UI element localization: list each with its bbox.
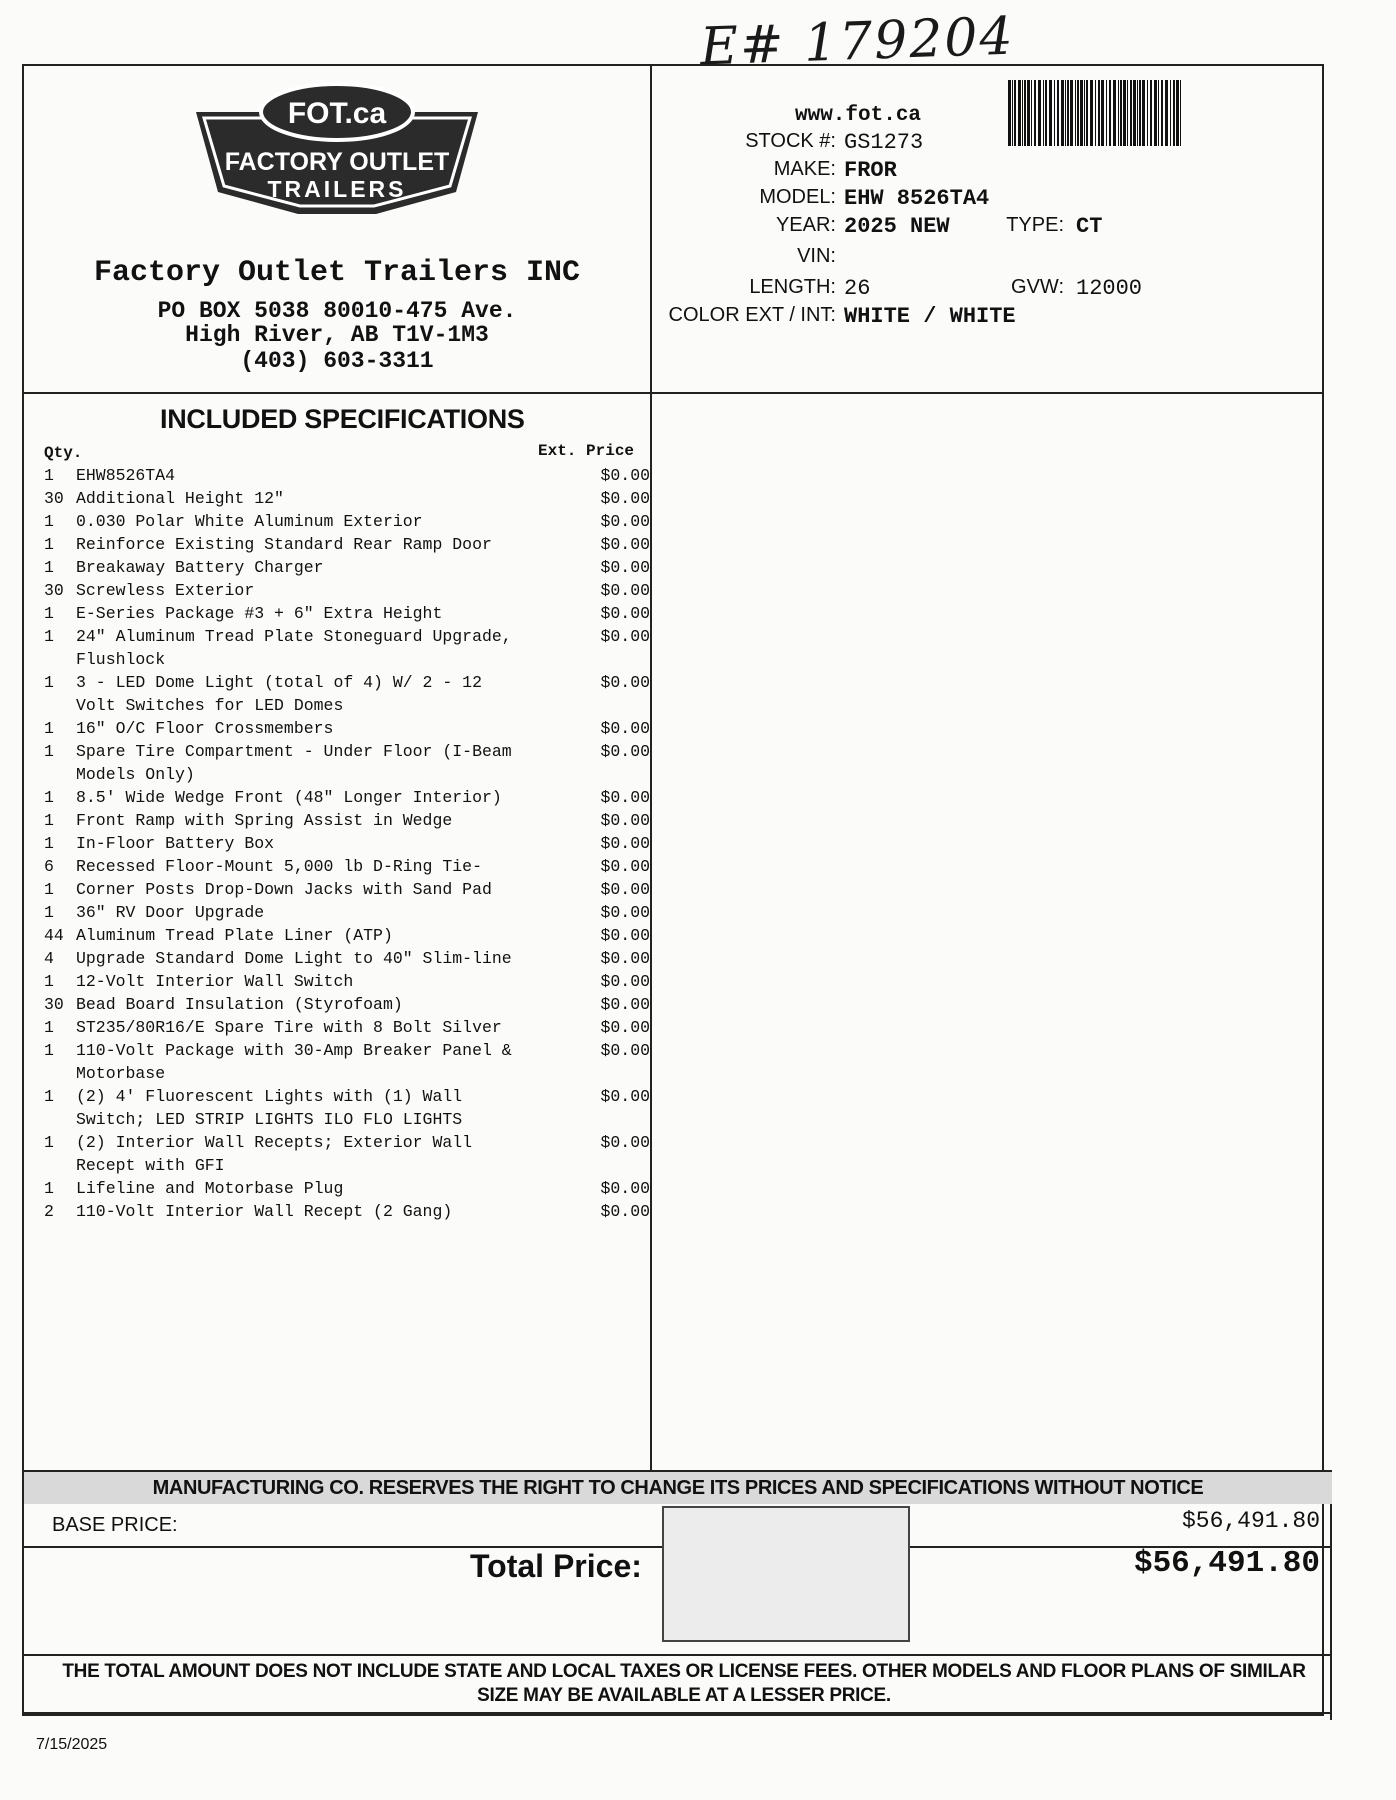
spec-description: In-Floor Battery Box	[76, 834, 275, 853]
spec-price: $0.00	[600, 719, 650, 738]
length-value: 26	[844, 276, 871, 301]
spec-description: Screwless Exterior	[76, 581, 255, 600]
spec-price: $0.00	[600, 512, 650, 531]
spec-qty: 1	[44, 834, 54, 853]
spec-row	[44, 1177, 650, 1200]
spec-price: $0.00	[600, 466, 650, 485]
spec-row	[44, 717, 650, 740]
spec-qty: 1	[44, 719, 54, 738]
logo-trailers-text: TRAILERS	[267, 176, 407, 202]
spec-qty: 6	[44, 857, 54, 876]
spec-row	[44, 1039, 650, 1085]
spec-price: $0.00	[600, 788, 650, 807]
totals-bottom-rule	[22, 1654, 1332, 1656]
logo-factory-outlet-text: FACTORY OUTLET	[224, 148, 450, 176]
spec-qty: 44	[44, 926, 64, 945]
spec-description: Recessed Floor-Mount 5,000 lb D-Ring Tie-	[76, 857, 482, 876]
spec-row	[44, 1085, 650, 1131]
spec-price: $0.00	[600, 581, 650, 600]
price-header: Ext. Price	[538, 442, 635, 460]
spec-row	[44, 993, 650, 1016]
spec-price: $0.00	[600, 857, 650, 876]
spec-qty: 1	[44, 880, 54, 899]
spec-description: Lifeline and Motorbase Plug	[76, 1179, 344, 1198]
spec-qty: 1	[44, 788, 54, 807]
spec-price: $0.00	[600, 604, 650, 623]
specifications-title: INCLUDED SPECIFICATIONS	[160, 404, 525, 434]
spec-price: $0.00	[600, 949, 650, 968]
spec-description: 0.030 Polar White Aluminum Exterior	[76, 512, 423, 531]
spec-row	[44, 579, 650, 602]
spec-description: E-Series Package #3 + 6" Extra Height	[76, 604, 443, 623]
spec-qty: 1	[44, 604, 54, 623]
total-price-value: $56,491.80	[1133, 1546, 1320, 1581]
base-price-label: BASE PRICE:	[52, 1514, 178, 1536]
spec-price: $0.00	[600, 1041, 650, 1060]
spec-qty: 1	[44, 1018, 54, 1037]
spec-row	[44, 970, 650, 993]
spec-row	[44, 832, 650, 855]
color-value: WHITE / WHITE	[844, 304, 1016, 329]
right-edge-line	[1330, 1470, 1332, 1720]
spec-row	[44, 533, 650, 556]
spec-description: Bead Board Insulation (Styrofoam)	[76, 995, 403, 1014]
spec-description: 110-Volt Package with 30-Amp Breaker Panel & Motorbase	[76, 1041, 512, 1083]
spec-qty: 1	[44, 558, 54, 577]
spec-qty: 1	[44, 535, 54, 554]
spec-qty: 1	[44, 466, 54, 485]
spec-price: $0.00	[600, 1018, 650, 1037]
company-address-2: High River, AB T1V-1M3	[185, 322, 489, 348]
spec-qty: 1	[44, 1179, 54, 1198]
spec-row	[44, 947, 650, 970]
spec-description: (2) Interior Wall Recepts; Exterior Wall Recept with GFI	[76, 1133, 473, 1175]
spec-qty: 30	[44, 489, 64, 508]
spec-price: $0.00	[600, 834, 650, 853]
spec-row	[44, 809, 650, 832]
handwritten-stock-number: E# 179204	[699, 6, 1016, 78]
spec-row	[44, 786, 650, 809]
spec-qty: 1	[44, 972, 54, 991]
spec-qty: 1	[44, 512, 54, 531]
spec-description: Reinforce Existing Standard Rear Ramp Door	[76, 535, 492, 554]
spec-qty: 1	[44, 673, 54, 692]
spec-price: $0.00	[600, 880, 650, 899]
model-label: MODEL:	[759, 186, 836, 208]
spec-row	[44, 1016, 650, 1039]
spec-price: $0.00	[600, 926, 650, 945]
color-label: COLOR EXT / INT:	[668, 304, 836, 326]
spec-row	[44, 671, 650, 717]
spec-description: 36" RV Door Upgrade	[76, 903, 265, 922]
model-value: EHW 8526TA4	[844, 186, 990, 211]
spec-description: 24" Aluminum Tread Plate Stoneguard Upgrade, Flushlock	[76, 627, 512, 669]
gvw-label: GVW:	[1011, 276, 1064, 298]
spec-row	[44, 855, 650, 878]
spec-price: $0.00	[600, 995, 650, 1014]
price-stamp-box	[662, 1506, 910, 1642]
disclaimer-bottom-rule	[22, 1712, 1332, 1714]
company-phone: (403) 603-3311	[240, 348, 434, 374]
spec-description: Upgrade Standard Dome Light to 40" Slim-line	[76, 949, 512, 968]
spec-description: Spare Tire Compartment - Under Floor (I-Beam Models Only)	[76, 742, 512, 784]
spec-row	[44, 510, 650, 533]
spec-qty: 4	[44, 949, 54, 968]
spec-description: (2) 4' Fluorescent Lights with (1) Wall Switch; LED STRIP LIGHTS ILO FLO LIGHTS	[76, 1087, 463, 1129]
spec-qty: 1	[44, 1087, 54, 1106]
notice-bar: MANUFACTURING CO. RESERVES THE RIGHT TO CHANGE ITS PRICES AND SPECIFICATIONS WITHOUT NOTICE	[24, 1472, 1332, 1504]
spec-description: Corner Posts Drop-Down Jacks with Sand Pad	[76, 880, 492, 899]
header-divider	[22, 392, 1324, 394]
spec-description: 3 - LED Dome Light (total of 4) W/ 2 - 12 Volt Switches for LED Domes	[76, 673, 482, 715]
spec-qty: 1	[44, 627, 54, 646]
spec-row	[44, 1131, 650, 1177]
spec-price: $0.00	[600, 972, 650, 991]
spec-price: $0.00	[600, 1202, 650, 1221]
spec-row	[44, 740, 650, 786]
make-value: FROR	[844, 158, 897, 183]
spec-description: Front Ramp with Spring Assist in Wedge	[76, 811, 453, 830]
type-value: CT	[1076, 214, 1103, 239]
spec-qty: 30	[44, 995, 64, 1014]
fot-logo	[186, 82, 488, 240]
type-label: TYPE:	[1006, 214, 1064, 236]
stock-label: STOCK #:	[745, 130, 836, 152]
spec-row	[44, 556, 650, 579]
spec-description: Additional Height 12"	[76, 489, 284, 508]
logo-fot-text: FOT.ca	[287, 97, 387, 130]
spec-description: Aluminum Tread Plate Liner (ATP)	[76, 926, 393, 945]
make-label: MAKE:	[773, 158, 836, 180]
spec-description: ST235/80R16/E Spare Tire with 8 Bolt Silver	[76, 1018, 502, 1037]
spec-description: Breakaway Battery Charger	[76, 558, 324, 577]
spec-qty: 1	[44, 742, 54, 761]
spec-price: $0.00	[600, 627, 650, 646]
specifications-list	[44, 464, 650, 1223]
gvw-value: 12000	[1076, 276, 1143, 301]
spec-price: $0.00	[600, 489, 650, 508]
spec-row	[44, 464, 650, 487]
spec-row	[44, 625, 650, 671]
length-label: LENGTH:	[749, 276, 836, 298]
spec-price: $0.00	[600, 742, 650, 761]
spec-description: 16" O/C Floor Crossmembers	[76, 719, 334, 738]
base-price-value: $56,491.80	[1181, 1508, 1320, 1534]
spec-row	[44, 1200, 650, 1223]
company-name: Factory Outlet Trailers INC	[93, 256, 581, 290]
company-address-1: PO BOX 5038 80010-475 Ave.	[157, 298, 517, 324]
spec-row	[44, 602, 650, 625]
tax-disclaimer: THE TOTAL AMOUNT DOES NOT INCLUDE STATE AND LOCAL TAXES OR LICENSE FEES. OTHER MODELS AND FLOOR PLANS OF SIMILAR SIZE MAY BE AVAILABLE AT A LESSER PRICE.	[62, 1661, 1306, 1706]
spec-price: $0.00	[600, 1133, 650, 1152]
spec-row	[44, 924, 650, 947]
spec-row	[44, 878, 650, 901]
print-date: 7/15/2025	[36, 1736, 108, 1753]
spec-price: $0.00	[600, 811, 650, 830]
spec-price: $0.00	[600, 1087, 650, 1106]
spec-qty: 1	[44, 811, 54, 830]
stock-value: GS1273	[844, 130, 924, 155]
spec-description: 110-Volt Interior Wall Recept (2 Gang)	[76, 1202, 453, 1221]
spec-description: 8.5' Wide Wedge Front (48" Longer Interior)	[76, 788, 502, 807]
year-value: 2025 NEW	[844, 214, 950, 239]
spec-price: $0.00	[600, 1179, 650, 1198]
spec-qty: 1	[44, 1041, 54, 1060]
spec-qty: 1	[44, 903, 54, 922]
spec-description: 12-Volt Interior Wall Switch	[76, 972, 354, 991]
spec-row	[44, 901, 650, 924]
barcode-image	[1006, 80, 1186, 146]
year-label: YEAR:	[775, 214, 836, 236]
website-url: www.fot.ca	[795, 104, 922, 127]
spec-price: $0.00	[600, 903, 650, 922]
spec-qty: 1	[44, 1133, 54, 1152]
qty-header: Qty.	[44, 444, 83, 462]
vin-label: VIN:	[797, 245, 836, 267]
spec-price: $0.00	[600, 558, 650, 577]
spec-row	[44, 487, 650, 510]
spec-price: $0.00	[600, 535, 650, 554]
spec-qty: 2	[44, 1202, 54, 1221]
total-price-label: Total Price:	[470, 1548, 642, 1584]
spec-price: $0.00	[600, 673, 650, 692]
spec-description: EHW8526TA4	[76, 466, 176, 485]
spec-qty: 30	[44, 581, 64, 600]
